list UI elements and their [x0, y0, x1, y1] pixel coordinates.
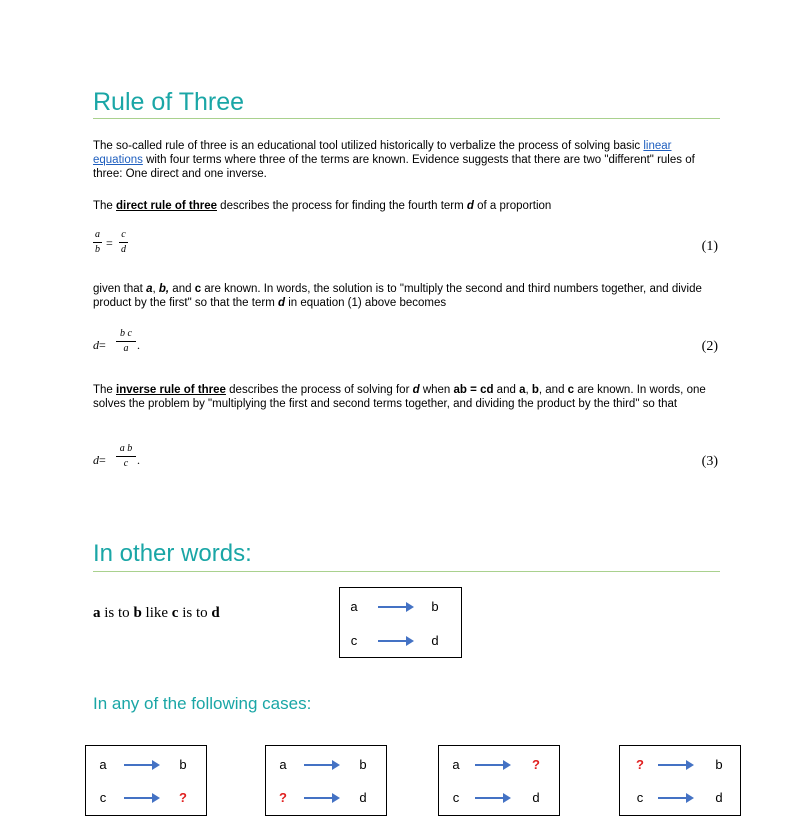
case1-top-right: b [179, 757, 187, 772]
given-b: b, [158, 283, 170, 295]
sentence-c: c [171, 605, 179, 621]
direct-rule-term: direct rule of three [116, 200, 217, 212]
arrow-icon [378, 636, 414, 646]
eq1-b: b [95, 244, 100, 255]
given-d: d [277, 297, 286, 309]
case-box-3 [438, 745, 560, 816]
arrow-icon [658, 793, 694, 803]
arrow-icon [475, 793, 511, 803]
inverse-d: d [412, 384, 420, 396]
eq2-numerator: b c [120, 328, 132, 339]
given-sep2: and [169, 283, 195, 295]
title-divider [93, 118, 720, 119]
case1-top-left: a [99, 757, 107, 772]
given-paragraph [93, 282, 718, 310]
sentence-text-2: like [141, 605, 172, 621]
inverse-text-5: and [493, 384, 520, 396]
eq1-a: a [95, 229, 100, 240]
eq1-fraction-right [119, 229, 128, 256]
eq2-denominator: a [123, 343, 129, 354]
inverse-text-7: , and [538, 384, 568, 396]
inverse-cd: cd [480, 384, 494, 396]
case-box-1 [85, 745, 207, 816]
case1-bottom-right-question: ? [179, 790, 187, 805]
case2-bottom-right: d [359, 790, 367, 805]
section-heading: In other words: [93, 540, 252, 567]
eq2-period: . [137, 338, 140, 352]
case3-top-right-question: ? [532, 757, 540, 772]
eq3-denominator: c [123, 458, 129, 469]
eq2-lhs [93, 338, 106, 353]
box-top-left: a [350, 599, 358, 614]
eq1-d: d [121, 244, 126, 255]
page-title: Rule of Three [93, 88, 245, 116]
eq2-d: d [93, 338, 99, 352]
given-text-end: in equation (1) above becomes [285, 297, 447, 309]
sentence-d: d [211, 605, 220, 621]
eq1-equals: = [106, 236, 113, 250]
inverse-ab: ab [453, 384, 467, 396]
arrow-icon [304, 760, 340, 770]
intro-text: The so-called rule of three is an educational tool utilized historically to verbalize the process of solving basic [93, 140, 644, 152]
given-text-middle: are known. In words, the solution is to "multiply the second and third numbers together, and divide product by the first" so that the term [93, 283, 702, 309]
sentence-text-1: is to [100, 605, 134, 621]
section-divider [93, 571, 720, 572]
case4-bottom-right: d [715, 790, 723, 805]
eq1-c: c [121, 229, 126, 240]
case1-bottom-left: c [99, 790, 107, 805]
case2-top-left: a [279, 757, 287, 772]
eq1-fraction-left [93, 229, 102, 256]
proportion-box [339, 587, 462, 658]
direct-text-middle: describes the process for finding the fourth term [216, 200, 467, 212]
cases-heading: In any of the following cases: [93, 694, 312, 713]
eq2-number: (2) [701, 339, 718, 354]
linear-equations-link[interactable]: linear equations [93, 140, 672, 166]
case4-top-left-question: ? [636, 757, 644, 772]
eq2-fraction [116, 328, 136, 355]
sentence-b: b [133, 605, 142, 621]
given-sep1: , [152, 283, 159, 295]
case3-top-left: a [452, 757, 460, 772]
given-text: given that [93, 283, 147, 295]
arrow-icon [124, 760, 160, 770]
inverse-c: c [567, 384, 575, 396]
arrow-icon [378, 602, 414, 612]
eq3-equals: = [99, 453, 106, 467]
eq3-numerator: a b [119, 443, 133, 454]
direct-rule-paragraph [93, 199, 718, 213]
box-bottom-left: c [350, 633, 358, 648]
case4-bottom-left: c [636, 790, 644, 805]
inverse-equals: = [466, 384, 481, 396]
inverse-text-2: describes the process of solving for [225, 384, 413, 396]
case-box-2 [265, 745, 387, 816]
arrow-icon [304, 793, 340, 803]
inverse-text: The [93, 384, 117, 396]
inverse-rule-paragraph [93, 383, 718, 411]
eq3-lhs [93, 453, 106, 468]
inverse-a: a [519, 384, 526, 396]
inverse-text-6: , [525, 384, 532, 396]
inverse-rule-term: inverse rule of three [116, 384, 226, 396]
inverse-b: b [531, 384, 539, 396]
case2-top-right: b [359, 757, 367, 772]
box-top-right: b [431, 599, 439, 614]
eq3-d: d [93, 453, 99, 467]
arrow-icon [475, 760, 511, 770]
case2-bottom-left-question: ? [279, 790, 287, 805]
sentence-a: a [93, 605, 101, 621]
eq3-fraction [116, 443, 136, 470]
inverse-text-end: are known. In words, one solves the problem by "multiplying the first and second terms together, and dividing the product by the third" so that [93, 384, 706, 410]
sentence-text-3: is to [178, 605, 212, 621]
eq3-period: . [137, 453, 140, 467]
given-a: a [146, 283, 153, 295]
eq2-equals: = [99, 338, 106, 352]
intro-paragraph [93, 139, 718, 181]
box-bottom-right: d [431, 633, 439, 648]
case3-bottom-left: c [452, 790, 460, 805]
eq3-number: (3) [701, 454, 718, 469]
given-c: c [194, 283, 202, 295]
inverse-text-3: when [419, 384, 454, 396]
case-box-4 [619, 745, 741, 816]
arrow-icon [124, 793, 160, 803]
arrow-icon [658, 760, 694, 770]
direct-text-end: of a proportion [473, 200, 552, 212]
analogy-sentence [93, 605, 220, 622]
eq1-number: (1) [701, 239, 718, 254]
case3-bottom-right: d [532, 790, 540, 805]
intro-text-end: with four terms where three of the terms are known. Evidence suggests that there are two "different" rules of three: One direct and one inverse. [93, 154, 695, 180]
direct-term-d: d [466, 200, 474, 212]
case4-top-right: b [715, 757, 723, 772]
direct-text: The [93, 200, 117, 212]
